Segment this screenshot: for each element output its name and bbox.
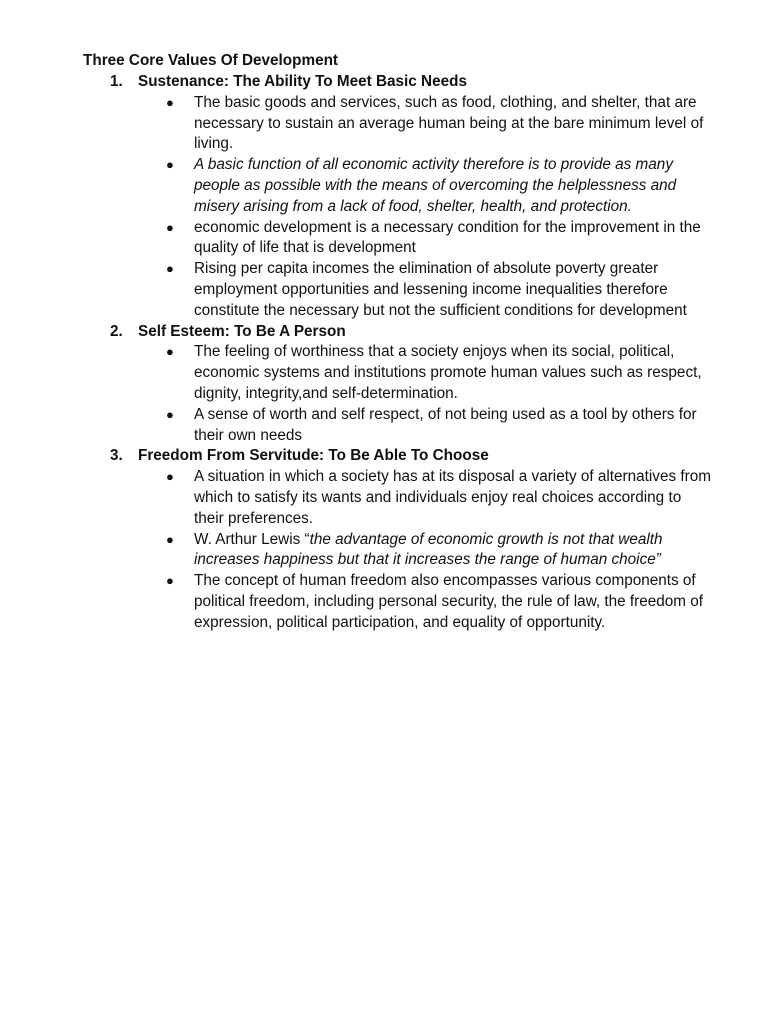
bullet-text: A situation in which a society has at its disposal a variety of alternatives from which to satisfy its wants and individuals enjoy real choices according to their preferences. xyxy=(194,468,711,527)
bullet-text: A sense of worth and self respect, of not being used as a tool by others for their own needs xyxy=(194,405,697,444)
bullet-icon: ● xyxy=(166,531,174,547)
bullet-text: The concept of human freedom also encompasses various components of political freedom, including personal security, the rule of law, the freedom of expression, political participation, and equality of opportunity. xyxy=(194,572,704,631)
section-sustenance xyxy=(0,72,768,322)
bullet-list xyxy=(0,467,768,633)
section-self-esteem xyxy=(0,322,768,447)
section-heading xyxy=(0,446,768,467)
bullet-item xyxy=(0,259,714,321)
section-title: Freedom From Servitude: To Be Able To Choose xyxy=(138,447,489,465)
bullet-item xyxy=(0,530,714,572)
bullet-text: A basic function of all economic activity therefore is to provide as many people as possible with the means of overcoming the helplessness and misery arising from a lack of food, shelter, health, and protection. xyxy=(194,156,677,215)
document-title: Three Core Values Of Development xyxy=(83,52,339,69)
bullet-icon: ● xyxy=(166,573,174,589)
bullet-icon: ● xyxy=(166,261,174,277)
core-values-list xyxy=(0,72,768,634)
bullet-item xyxy=(0,93,714,155)
bullet-list xyxy=(0,93,768,322)
bullet-icon: ● xyxy=(166,94,174,110)
bullet-item xyxy=(0,405,714,447)
section-title: Self Esteem: To Be A Person xyxy=(138,322,346,340)
section-title: Sustenance: The Ability To Meet Basic Needs xyxy=(138,73,467,90)
bullet-text: The feeling of worthiness that a society enjoys when its social, political, economic systems and institutions promote human values such as respect, dignity, integrity,and self-determination. xyxy=(194,343,702,402)
bullet-item xyxy=(0,571,714,633)
bullet-text: Rising per capita incomes the elimination of absolute poverty greater employment opportunities and lessening income inequalities therefore constitute the necessary but not the sufficient conditions for development xyxy=(194,260,687,319)
section-number: 3. xyxy=(110,447,123,465)
bullet-item xyxy=(0,342,714,404)
bullet-icon: ● xyxy=(166,157,174,173)
quote-attribution: W. Arthur Lewis “ xyxy=(194,530,310,548)
bullet-icon: ● xyxy=(166,344,174,360)
section-number: 1. xyxy=(110,73,123,90)
bullet-icon: ● xyxy=(166,469,174,485)
bullet-item xyxy=(0,155,714,217)
quote-text: the advantage of economic growth is not that wealth increases happiness but that it increases the range of human choice” xyxy=(194,530,663,569)
bullet-list xyxy=(0,342,768,446)
bullet-text: economic development is a necessary condition for the improvement in the quality of life that is development xyxy=(194,218,701,257)
bullet-item xyxy=(0,218,714,260)
section-heading xyxy=(0,72,768,93)
bullet-text: The basic goods and services, such as food, clothing, and shelter, that are necessary to sustain an average human being at the bare minimum level of living. xyxy=(194,93,704,153)
section-heading xyxy=(0,322,768,343)
bullet-icon: ● xyxy=(166,406,174,422)
section-freedom xyxy=(0,446,768,633)
bullet-icon: ● xyxy=(166,219,174,235)
section-number: 2. xyxy=(110,322,123,340)
bullet-item xyxy=(0,467,714,529)
